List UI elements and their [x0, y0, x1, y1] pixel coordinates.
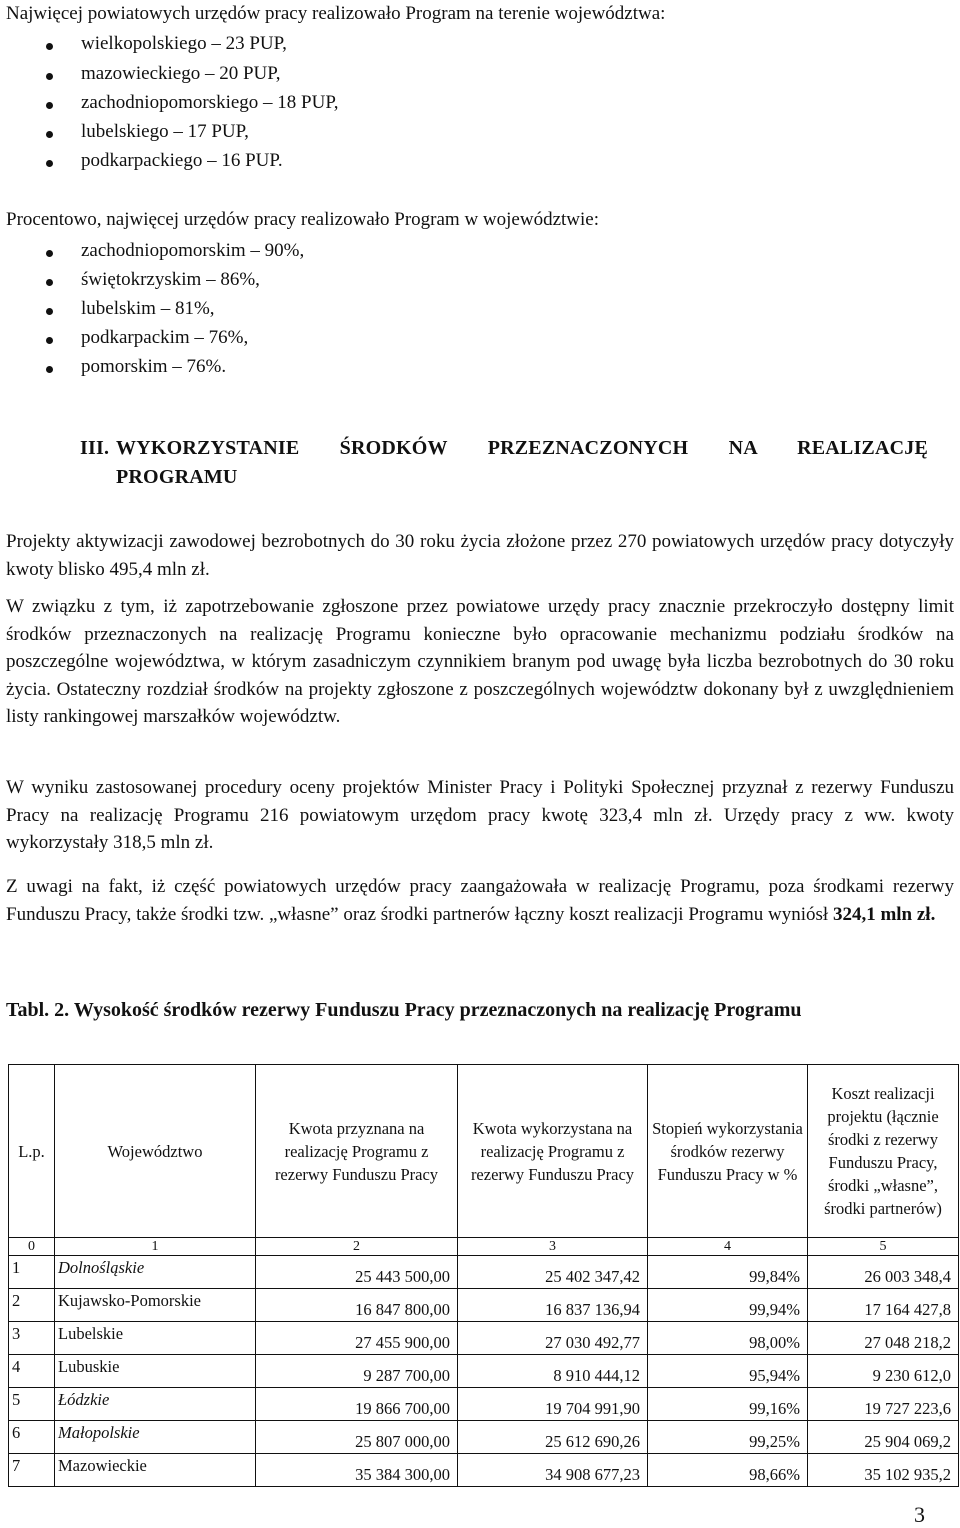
table-header-row: [9, 1065, 959, 1238]
table-row: 5 Łódzkie 19 866 700,00 19 704 991,90 99,16% 19 727 223,6: [9, 1388, 959, 1421]
table-row: 6 Małopolskie 25 807 000,00 25 612 690,26 99,25% 25 904 069,2: [9, 1421, 959, 1454]
header-voivodeship: Województwo: [55, 1065, 256, 1238]
table-row: 3 Lubelskie 27 455 900,00 27 030 492,77 98,00% 27 048 218,2: [9, 1322, 959, 1355]
header-utilization: Stopień wykorzystania środków rezerwy Funduszu Pracy w %: [648, 1065, 808, 1238]
bullet-icon: [46, 250, 53, 257]
header-granted: Kwota przyznana na realizację Programu z rezerwy Funduszu Pracy: [256, 1065, 458, 1238]
body-paragraph-4: Z uwagi na fakt, iż część powiatowych urzędów pracy zaangażowała w realizację Programu, poza środkami rezerwy Funduszu Pracy, także środki tzw. „własne” oraz środki partnerów łączny koszt realizacji Programu wyniósł 324,1 mln zł.: [6, 876, 954, 925]
header-lp: L.p.: [9, 1065, 55, 1238]
bullet-icon: [46, 43, 53, 50]
table-row: 4 Lubuskie 9 287 700,00 8 910 444,12 95,94% 9 230 612,0: [9, 1355, 959, 1388]
table-caption: Tabl. 2. Wysokość środków rezerwy Funduszu Pracy przeznaczonych na realizację Programu: [6, 999, 802, 1021]
bullet-icon: [46, 73, 53, 80]
intro-paragraph-2: Procentowo, najwięcej urzędów pracy realizowało Program w województwie:: [6, 209, 600, 230]
header-used: Kwota wykorzystana na realizację Programu z rezerwy Funduszu Pracy: [458, 1065, 648, 1238]
bullet-icon: [46, 337, 53, 344]
intro-paragraph-1: Najwięcej powiatowych urzędów pracy realizowało Program na terenie województwa:: [6, 3, 666, 24]
body-paragraph-3: W wyniku zastosowanej procedury oceny projektów Minister Pracy i Polityki Społecznej przyznał z rezerwy Funduszu Pracy na realizację Programu 216 powiatowym urzędom pracy kwotę 323,4 mln zł. Urzędy pracy z ww. kwoty wykorzystały 318,5 mln zł.: [6, 777, 954, 853]
bullet-icon: [46, 366, 53, 373]
bullet-icon: [46, 160, 53, 167]
bullet-icon: [46, 279, 53, 286]
table-row: 2 Kujawsko-Pomorskie 16 847 800,00 16 837 136,94 99,94% 17 164 427,8: [9, 1289, 959, 1322]
document-page: Najwięcej powiatowych urzędów pracy realizowało Program na terenie województwa: wielkopolskiego – 23 PUP, mazowieckiego – 20 PUP, zachodniopomorskiego – 18 PUP, lubelskiego – 17 PUP, podkarpackiego – 16 PUP. Procentowo, najwięcej urzędów pracy realizowało Program w województwie: zachodniopomorskim – 90%, świętokrzyskim – 86%, lubelskim – 81%, podkarpackim – 76%, pomorskim – 76%. III. WYKORZYSTANIE ŚRODKÓW PRZEZNACZONYCH NA REALIZACJĘ PROGRAMU Projekty aktywizacji zawodowej bezrobotnych do 30 roku życia złożone przez 270 powiatowych urzędów pracy dotyczyły kwoty blisko 495,4 mln zł. W związku z tym, iż zapotrzebowanie zgłoszone przez powiatowe urzędy pracy znacznie przekroczyło dostępny limit środków przeznaczonych na realizację Programu konieczne było opracowanie mechanizmu podziału środków na poszczególne województwa, w którym zasadniczym czynnikiem branym pod uwagę była liczba bezrobotnych do 30 roku życia. Ostateczny rozdział środków na projekty zgłoszone z poszczególnych województw dokonany był z uwzględnieniem listy rankingowej marszałków województw. W wyniku zastosowanej procedury oceny projektów Minister Pracy i Polityki Społecznej przyznał z rezerwy Funduszu Pracy na realizację Programu 216 powiatowym urzędom pracy kwotę 323,4 mln zł. Urzędy pracy z ww. kwoty wykorzystały 318,5 mln zł. Z uwagi na fakt, iż część powiatowych urzędów pracy zaangażowała w realizację Programu, poza środkami rezerwy Funduszu Pracy, także środki tzw. „własne” oraz środki partnerów łączny koszt realizacji Programu wyniósł 324,1 mln zł. Tabl. 2. Wysokość środków rezerwy Funduszu Pracy przeznaczonych na realizację Programu L.p. Województwo Kwota przyznana na realizację Programu z rezerwy Funduszu Pracy Kwota wykorzystana na realizację Programu z rezerwy Funduszu Pracy Stopień wykorzystania środków rezerwy Funduszu Pracy w % Koszt realizacji projektu (łącznie środki z rezerwy Funduszu Pracy, środki „własne”, środki partnerów) 0 1 2 3 4 5 1 Dolnośląskie 25 443 500,00 25 402 347,42 99,84% 26 003 348,4 2 Kujawsko-Pomorskie 16 847 800,00 16 837 136,94 99,94% 17 164 427,8 3 Lubelskie 27 455 900,00 27 030 492,77 98,00% 27 048 218,2 4 Lubuskie 9 287 700,00 8 910 444,12 95,94% 9 230 612,0 5 Łódzkie 19 866 700,00 19 704 991,90 99,16% 19 727 223,6 6 Małopolskie 25 807 000,00 25 612 690,26 99,25% 25 904 069,2 7 Mazowieckie 35 384 300,00 34 908 677,23 98,66% 35 102 935,2 3: [0, 0, 960, 1528]
bullet-icon: [46, 131, 53, 138]
body-paragraph-2: W związku z tym, iż zapotrzebowanie zgłoszone przez powiatowe urzędy pracy znacznie przekroczyło dostępny limit środków przeznaczonych na realizację Programu konieczne było opracowanie mechanizmu podziału środków na poszczególne województwa, w którym zasadniczym czynnikiem branym pod uwagę była liczba bezrobotnych do 30 roku życia. Ostateczny rozdział środków na projekty zgłoszone z poszczególnych województw dokonany był z uwzględnieniem listy rankingowej marszałków województw.: [6, 596, 954, 727]
section-title-line-2: PROGRAMU: [116, 466, 238, 488]
section-number: III.: [80, 437, 110, 459]
column-number-row: 0 1 2 3 4 5: [9, 1238, 959, 1256]
table-row: 7 Mazowieckie 35 384 300,00 34 908 677,23 98,66% 35 102 935,2: [9, 1454, 959, 1487]
body-paragraph-1: Projekty aktywizacji zawodowej bezrobotnych do 30 roku życia złożone przez 270 powiatowych urzędów pracy dotyczyły kwoty blisko 495,4 mln zł.: [6, 531, 954, 580]
total-cost: 324,1 mln zł.: [832, 903, 936, 925]
table-row: 1 Dolnośląskie 25 443 500,00 25 402 347,42 99,84% 26 003 348,4: [9, 1256, 959, 1289]
bullet-icon: [46, 308, 53, 315]
section-title-line-1: WYKORZYSTANIE ŚRODKÓW PRZEZNACZONYCH NA REALIZACJĘ: [116, 437, 928, 459]
page-number: 3: [914, 1502, 925, 1527]
header-total-cost: Koszt realizacji projektu (łącznie środki z rezerwy Funduszu Pracy, środki „własne”, środki partnerów): [808, 1065, 959, 1238]
funding-table: [8, 1064, 959, 1487]
bullet-icon: [46, 102, 53, 109]
